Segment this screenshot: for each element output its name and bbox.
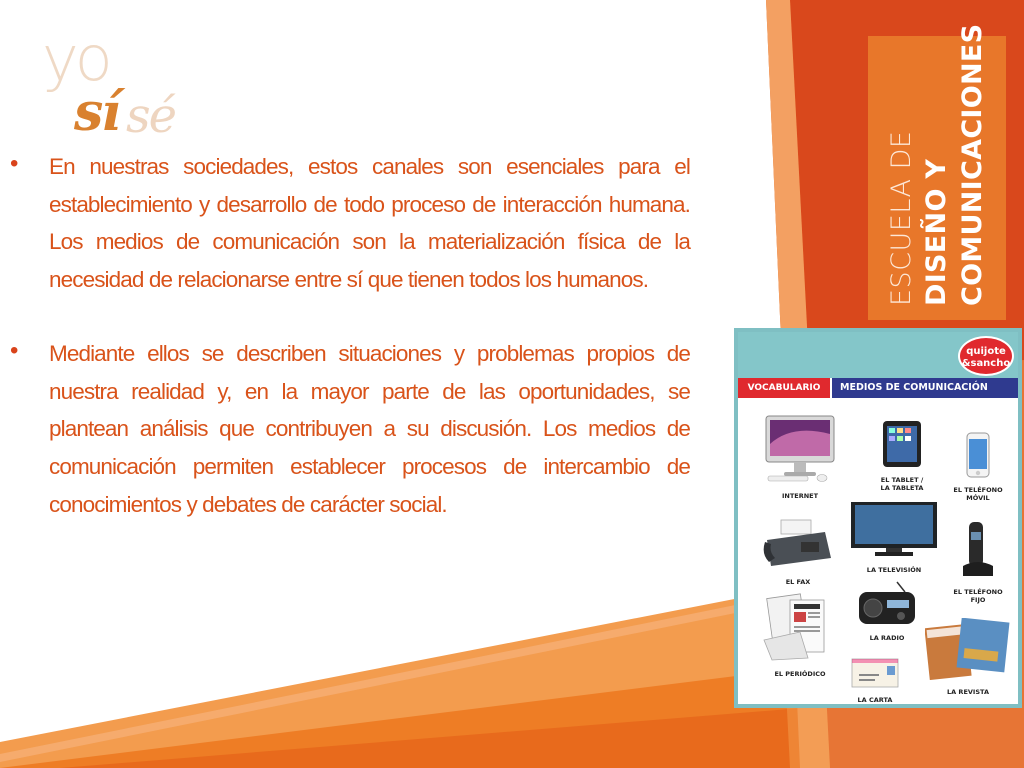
yo-si-se-logo [40,22,200,152]
television-icon [849,500,939,558]
vocab-item-revista [922,618,1014,696]
computer-icon [762,414,838,484]
vocabulary-title-bar [738,378,1018,398]
fax-icon [761,518,835,570]
logo-se-text: sé [126,88,176,144]
school-name [885,23,991,306]
vocab-item-movil [946,432,1010,502]
school-line-diseno: DISEÑO Y [921,158,952,306]
vocab-label: LA CARTA [857,696,893,704]
logo-si-text: sí [74,82,120,143]
tablet-icon [881,420,923,468]
vocab-item-fax [758,518,838,586]
vocab-item-fijo [946,520,1010,604]
vocab-label: EL TELÉFONO FIJO [953,588,1003,604]
mobile-phone-icon [966,432,990,478]
vocab-label: LA REVISTA [947,688,989,696]
bullet-list [0,148,690,559]
bullet-item [0,335,690,524]
vocab-item-carta [842,658,908,704]
vocab-item-tablet [872,420,932,492]
vocab-label: INTERNET [781,492,819,500]
bullet-text: Mediante ellos se describen situaciones y problemas propios de nuestra realidad y, en la mayor parte de las oportunidades, se plantean análisis que contribuyen a su discusión. Los medios de comunicación permiten establecer procesos de intercambio de conocimientos y debates de carácter social. [49,340,690,517]
vocab-item-radio [852,580,922,642]
bullet-item [0,148,690,299]
vocabulary-title: MEDIOS DE COMUNICACIÓN [832,378,1018,398]
logo-yo-text: yo [42,22,109,95]
vocab-label: EL TELÉFONO MÓVIL [953,486,1003,502]
letter-icon [851,658,899,688]
vocab-label: EL FAX [785,578,811,586]
vocab-label: LA RADIO [869,634,905,642]
school-line-escuela: ESCUELA DE [886,130,917,306]
radio-icon [857,580,917,626]
vocabulary-card [734,328,1022,708]
vocab-label: LA TELEVISIÓN [866,566,922,574]
vocab-item-periodico [756,592,844,678]
newspaper-icon [760,592,840,662]
magazine-icon [925,618,1011,680]
vocab-item-tv [846,500,942,574]
bullet-marker: • [10,336,19,364]
quijote-sancho-badge: quijote &sancho [958,336,1014,376]
landline-phone-icon [961,520,995,580]
school-line-comunicaciones: COMUNICACIONES [957,23,988,306]
vocab-item-internet [760,414,840,500]
vocab-label: EL TABLET / LA TABLETA [880,476,924,492]
vocab-label: EL PERIÓDICO [774,670,826,678]
bullet-marker: • [10,150,19,177]
vocabulary-tag: VOCABULARIO [738,378,830,398]
bullet-text: En nuestras sociedades, estos canales son esenciales para el establecimiento y desarrollo de todo proceso de interacción humana. Los medios de comunicación son la materialización física de la necesidad de relacionarse entre sí que tienen todos los humanos. [49,154,690,293]
